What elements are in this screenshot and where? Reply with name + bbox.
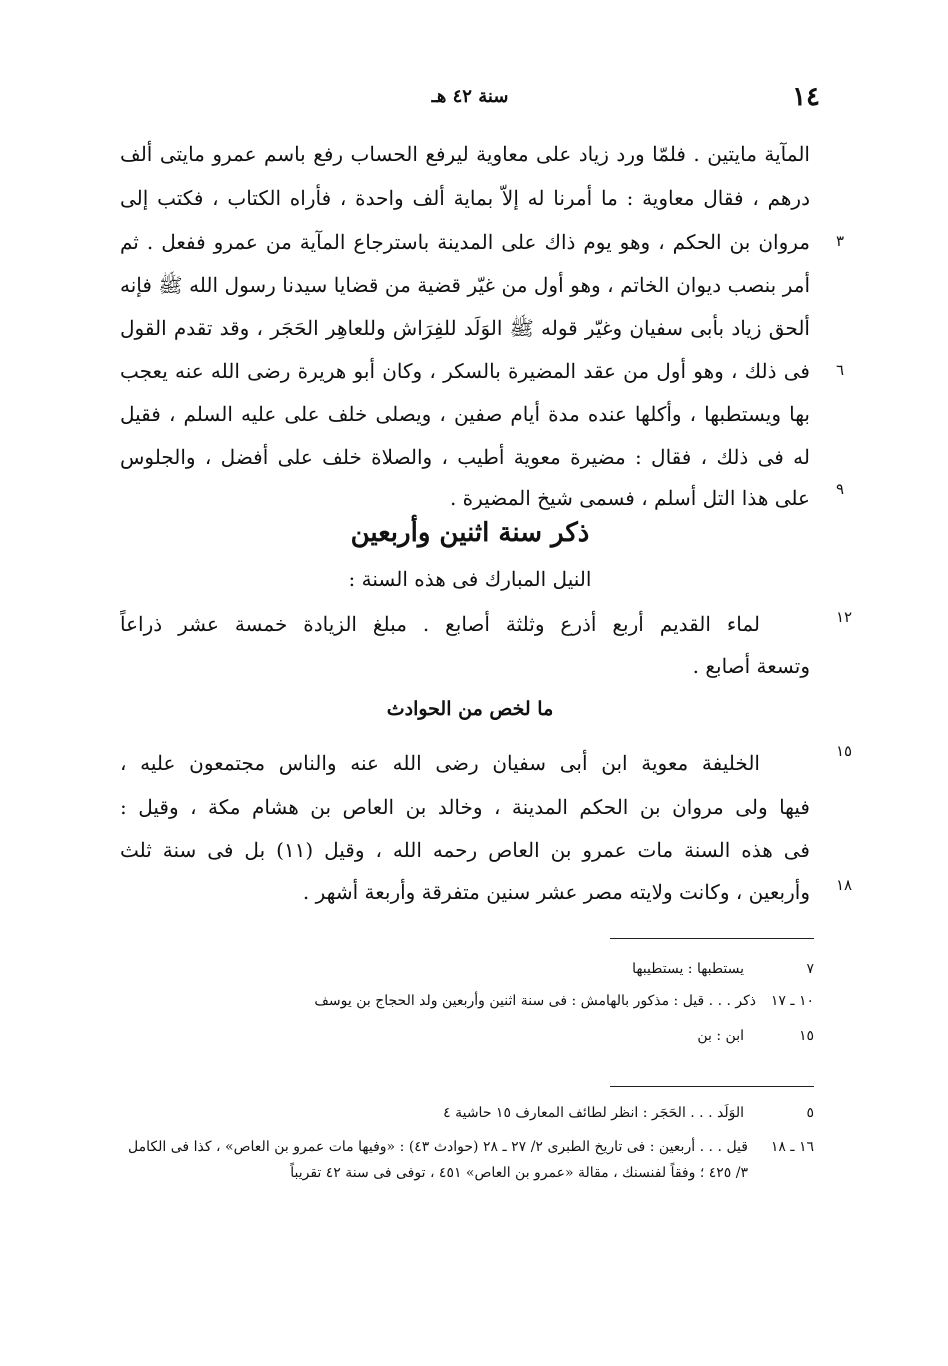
text-line: الخليفة معوية ابن أبى سفيان رضى الله عنه والناس مجتمعون عليه ، <box>120 751 760 775</box>
note-text: ذكر . . . قيل : مذكور بالهامش : فى سنة اثنين وأربعين ولد الحجاج بن يوسف <box>314 993 756 1009</box>
text-line: المآية مايتين . فلمّا ورد زياد على معاوية ليرفع الحساب رفع باسم عمرو مايتى ألف <box>120 142 810 166</box>
running-head: سنة ٤٢ هـ <box>431 86 509 107</box>
note-text: الوَلَد . . . الحَجَر : انظر لطائف المعارف ١٥ حاشية ٤ <box>443 1105 744 1121</box>
apparatus-rule <box>610 1086 814 1087</box>
text-line: فيها ولى مروان بن الحكم المدينة ، وخالد بن العاص بن هشام مكة ، وقيل : <box>120 795 810 819</box>
text-line: أمر بنصب ديوان الخاتم ، وهو أول من غيّر قضية من قضايا سيدنا رسول الله ﷺ فإنه <box>120 273 810 297</box>
note-number: ٥ <box>806 1105 814 1121</box>
note-number: ١٦ ـ ١٨ <box>770 1139 814 1155</box>
section-subtitle: النيل المبارك فى هذه السنة : <box>348 567 592 591</box>
section-title: ذكر سنة اثنين وأربعين <box>350 518 590 548</box>
text-line: ألحق زياد بأبى سفيان وغيّر قوله ﷺ الوَلَد للفِرَاش وللعاهِر الحَجَر ، وقد تقدم القول <box>120 316 810 340</box>
text-line: له فى ذلك ، فقال : مضيرة معوية أطيب ، والصلاة خلف على أفضل ، والجلوس <box>120 445 810 469</box>
note-text: قيل . . . أربعين : فى تاريخ الطبرى ٢/ ٢٧ ـ ٢٨ (حوادث ٤٣) : «وفيها مات عمرو بن العاص» ، كذا فى الكامل ٣/ ٤٢٥ ؛ وفقاً لفنسنك ، مقالة «عمرو بن العاص» ٤٥١ ، توفى فى سنة ٤٢ تقريباً <box>128 1139 748 1181</box>
line-number: ١٨ <box>836 876 853 894</box>
line-number: ٩ <box>836 480 845 498</box>
note-text: ابن : بن <box>697 1028 744 1044</box>
line-number: ١٥ <box>836 742 853 760</box>
text-line: لماء القديم أربع أذرع وثلثة أصابع . مبلغ الزيادة خمسة عشر ذراعاً <box>120 612 760 636</box>
text-line: مروان بن الحكم ، وهو يوم ذاك على المدينة باسترجاع المآية من عمرو ففعل . ثم <box>120 230 810 254</box>
line-number: ١٢ <box>836 608 853 626</box>
text-line: بها ويستطبها ، وأكلها عنده مدة أيام صفين ، ويصلى خلف على عليه السلم ، فقيل <box>120 402 810 426</box>
note-text: يستطبها : يستطيبها <box>632 961 744 977</box>
page-number: ١٤ <box>792 82 820 112</box>
text-line: وأربعين ، وكانت ولايته مصر عشر سنين متفرقة وأربعة أشهر . <box>302 880 810 904</box>
apparatus-rule <box>610 938 814 939</box>
page-header <box>120 82 820 116</box>
text-line: درهم ، فقال معاوية : ما أمرنا له إلاّ بماية ألف واحدة ، فأراه الكتاب ، فكتب إلى <box>120 186 810 210</box>
text-line: فى ذلك ، وهو أول من عقد المضيرة بالسكر ، وكان أبو هريرة رضى الله عنه يعجب <box>120 359 810 383</box>
note-number: ١٠ ـ ١٧ <box>770 993 814 1009</box>
note-number: ١٥ <box>798 1028 814 1044</box>
text-line: وتسعة أصابع . <box>692 654 810 678</box>
line-number: ٣ <box>836 232 845 250</box>
note-number: ٧ <box>806 961 814 977</box>
line-number: ٦ <box>836 361 845 379</box>
events-title: ما لخص من الحوادث <box>386 698 554 720</box>
text-line: على هذا التل أسلم ، فسمى شيخ المضيرة . <box>449 486 810 510</box>
text-line: فى هذه السنة مات عمرو بن العاص رحمه الله ، وقيل (١١) بل فى سنة ثلث <box>120 838 810 862</box>
